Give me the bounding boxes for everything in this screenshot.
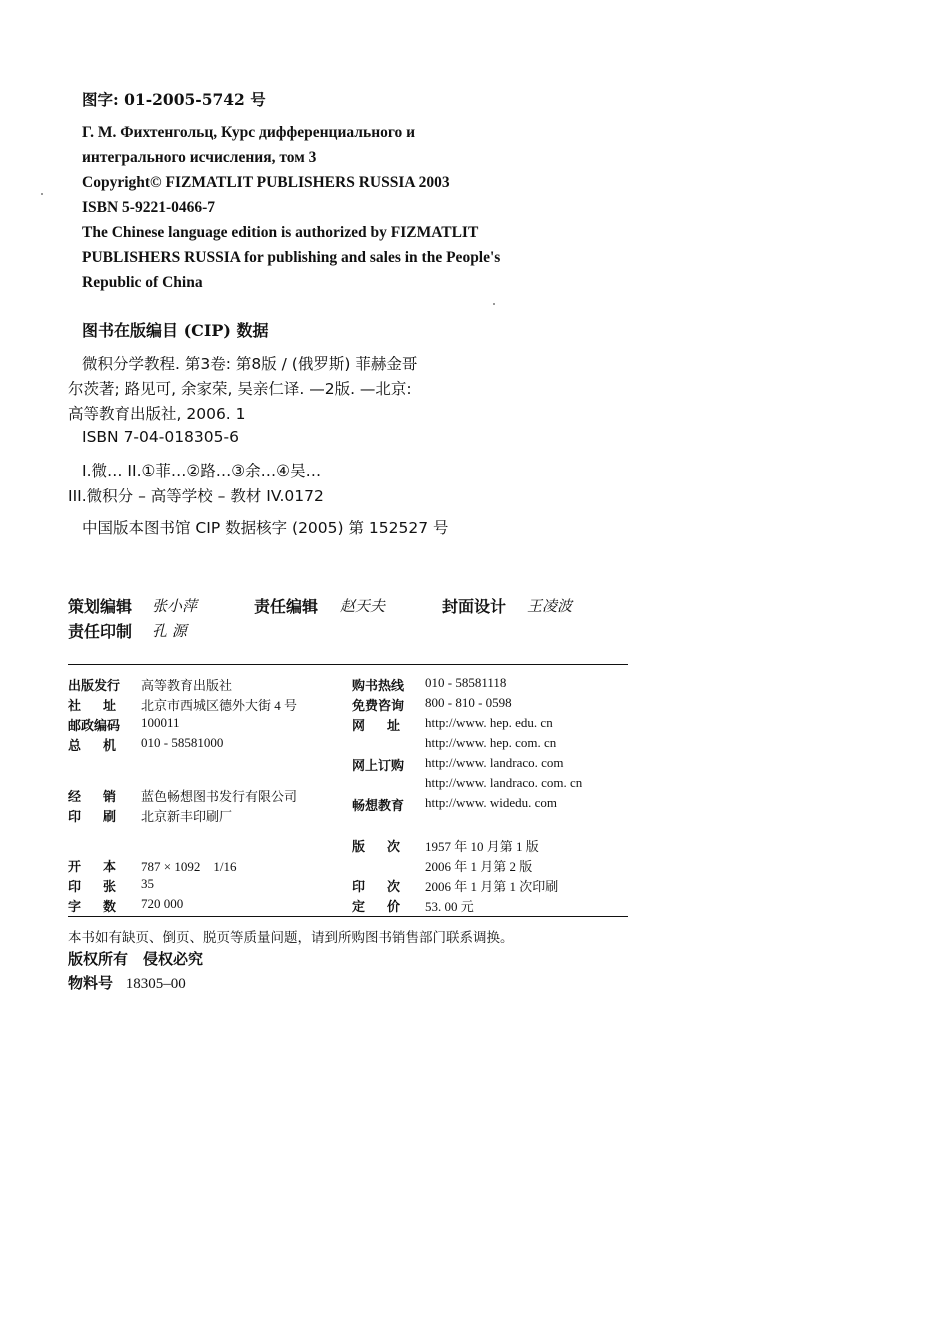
- cip-title: 图书在版编目 (CIP) 数据: [82, 321, 269, 340]
- cip-line: 高等教育出版社, 2006. 1: [68, 405, 246, 423]
- info-label: 社址: [68, 699, 139, 714]
- info-label: 出版发行: [68, 679, 121, 694]
- info-value: 1957 年 10 月第 1 版: [425, 839, 539, 854]
- info-value: 北京市西城区德外大街 4 号: [141, 698, 298, 713]
- copyright-line: Copyright© FIZMATLIT PUBLISHERS RUSSIA 2003: [82, 174, 450, 191]
- original-title-line-1: Г. М. Фихтенгольц, Курс дифференциального и: [82, 124, 416, 141]
- material-number: 18305–00: [125, 976, 186, 992]
- info-value: 2006 年 1 月第 2 版: [425, 859, 533, 874]
- info-value: 800 - 810 - 0598: [425, 695, 512, 710]
- planning-editor-label: 策划编辑: [68, 597, 133, 616]
- info-label: 免费咨询: [352, 699, 405, 714]
- price-value: 53. 00 元: [425, 899, 474, 914]
- info-label: 畅想教育: [352, 799, 405, 814]
- info-label: 总机: [68, 739, 139, 754]
- cip-line: 微积分学教程. 第3卷: 第8版 / (俄罗斯) 菲赫金哥: [82, 355, 418, 373]
- scan-speck: [41, 193, 43, 195]
- material-number-line: [68, 972, 186, 993]
- info-label: 字数: [68, 900, 139, 915]
- top-rule: [68, 664, 628, 665]
- info-value: 787 × 1092 1/16: [141, 859, 237, 874]
- info-label: 网上订购: [352, 759, 405, 774]
- info-value: 高等教育出版社: [141, 678, 233, 693]
- cip-classification: III.微积分 – 高等学校 – 教材 IV.0172: [68, 487, 324, 505]
- authorization-line-1: The Chinese language edition is authorized by FIZMATLIT: [82, 224, 479, 241]
- authorization-line-3: Republic of China: [82, 274, 203, 291]
- website-link: http://www. hep. edu. cn: [425, 715, 553, 730]
- printing-supervisor-name: 孔 源: [152, 622, 187, 640]
- info-value: 010 - 58581118: [425, 675, 507, 690]
- cip-classification: I.微… II.①菲…②路…③余…④吴…: [82, 462, 322, 480]
- info-label: 印张: [68, 880, 139, 895]
- info-value: 北京新丰印刷厂: [141, 809, 233, 824]
- original-title-line-2: интегрального исчисления, том 3: [82, 149, 317, 166]
- website-link: http://www. hep. com. cn: [425, 735, 557, 750]
- info-label: 网址: [352, 719, 423, 734]
- cip-isbn: ISBN 7-04-018305-6: [82, 428, 239, 446]
- printing-supervisor-label: 责任印制: [68, 622, 133, 641]
- cip-line: 尔茨著; 路见可, 余家荣, 吴亲仁译. —2版. —北京:: [68, 380, 412, 398]
- scan-speck: [493, 303, 495, 305]
- info-value: 蓝色畅想图书发行有限公司: [141, 789, 298, 804]
- info-label: 定价: [352, 900, 423, 915]
- quality-note: 本书如有缺页、倒页、脱页等质量问题，请到所购图书销售部门联系调换。: [68, 930, 514, 946]
- website-link: http://www. landraco. com. cn: [425, 775, 583, 790]
- cip-verification: 中国版本图书馆 CIP 数据核字 (2005) 第 152527 号: [82, 519, 449, 537]
- info-value: 100011: [141, 715, 180, 730]
- info-value: 2006 年 1 月第 1 次印刷: [425, 879, 559, 894]
- info-label: 开本: [68, 860, 139, 875]
- cover-design-label: 封面设计: [442, 597, 507, 616]
- material-label: 物料号: [68, 974, 114, 992]
- responsible-editor-label: 责任编辑: [254, 597, 319, 616]
- planning-editor-name: 张小萍: [152, 597, 198, 615]
- info-label: 邮政编码: [68, 719, 121, 734]
- info-value: 720 000: [141, 896, 184, 911]
- info-label: 购书热线: [352, 679, 405, 694]
- original-isbn: ISBN 5-9221-0466-7: [82, 199, 216, 216]
- registration-number: 图字: 01-2005-5742 号: [82, 90, 266, 109]
- website-link: http://www. widedu. com: [425, 795, 558, 810]
- info-value: 35: [141, 876, 154, 891]
- website-link: http://www. landraco. com: [425, 755, 564, 770]
- authorization-line-2: PUBLISHERS RUSSIA for publishing and sales in the People's: [82, 249, 501, 266]
- cover-design-name: 王凌波: [527, 597, 573, 615]
- responsible-editor-name: 赵天夫: [340, 597, 386, 615]
- info-label: 印次: [352, 880, 423, 895]
- rights-reserved: 版权所有 侵权必究: [68, 950, 204, 968]
- info-label: 经销: [68, 790, 139, 805]
- info-label: 版次: [352, 840, 423, 855]
- bottom-rule: [68, 916, 628, 917]
- info-label: 印刷: [68, 810, 139, 825]
- info-value: 010 - 58581000: [141, 735, 224, 750]
